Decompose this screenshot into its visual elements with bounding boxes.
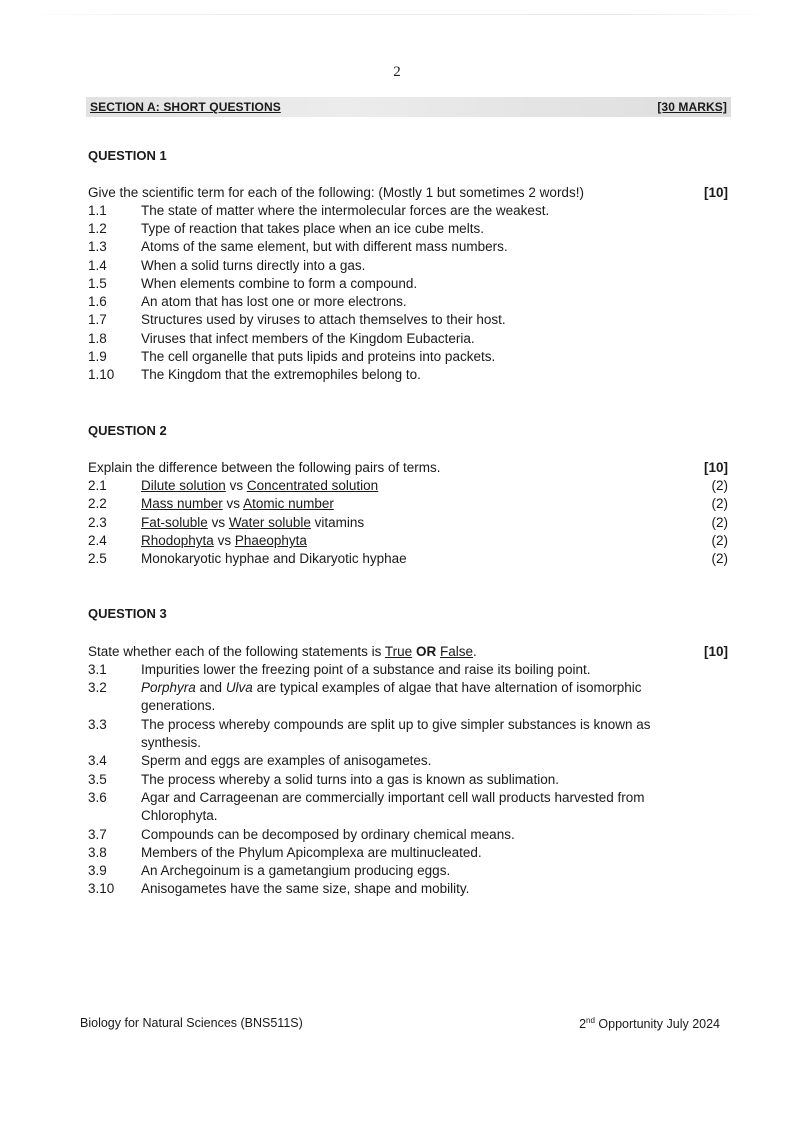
item-number: 3.8 [88,845,107,860]
question-1-item [88,220,728,238]
section-marks: [30 MARKS] [657,100,727,114]
question-1-item [88,330,728,348]
item-number: 1.4 [88,258,107,273]
item-text: When a solid turns directly into a gas. [141,258,366,273]
question-3-instruction-text [88,643,477,661]
item-number: 1.3 [88,239,107,254]
term-a: Fat-soluble [141,515,208,530]
item-number: 3.6 [88,790,107,805]
true-word: True [384,644,413,659]
item-text: Sperm and eggs are examples of anisogametes. [141,753,432,768]
vs-word: vs [217,533,232,548]
item-points: (2) [711,551,728,566]
scan-edge-line [20,14,774,15]
item-text: Anisogametes have the same size, shape and mobility. [141,881,470,896]
question-3-item [88,826,728,844]
opportunity-ordinal: nd [586,1016,595,1025]
question-1-instruction [88,184,728,202]
item-number: 3.5 [88,772,107,787]
item-text: Type of reaction that takes place when an ice cube melts. [141,221,484,236]
question-1-instruction-text: Give the scientific term for each of the following: (Mostly 1 but sometimes 2 words!) [88,185,584,200]
term-a: Mass number [141,496,223,511]
item-number: 3.2 [88,680,107,695]
question-3-item [88,661,728,679]
item-text [141,514,688,532]
question-2-item [88,495,728,513]
item-number: 2.4 [88,533,107,548]
vs-word: vs [226,496,241,511]
item-text: An atom that has lost one or more electrons. [141,294,407,309]
item-points: (2) [711,478,728,493]
item-text: Structures used by viruses to attach themselves to their host. [141,312,506,327]
section-title: SECTION A: SHORT QUESTIONS [90,100,281,114]
item-text: The process whereby a solid turns into a gas is known as sublimation. [141,772,559,787]
item-number: 1.7 [88,312,107,327]
item-number: 3.10 [88,881,115,896]
text-mid: and [195,680,226,695]
item-number: 1.5 [88,276,107,291]
section-header [86,97,731,117]
item-text [141,679,668,715]
footer-course: Biology for Natural Sciences (BNS511S) [80,1016,303,1030]
item-text: Compounds can be decomposed by ordinary chemical means. [141,827,515,842]
question-1-item [88,311,728,329]
italic-genus-2: Ulva [225,680,253,695]
term-b: Water soluble [228,515,311,530]
term-b: Phaeophyta [234,533,307,548]
item-text: Atoms of the same element, but with different mass numbers. [141,239,508,254]
term-tail: vitamins [310,515,365,530]
question-2-item [88,514,728,532]
instruction-pre: State whether each of the following statements is [88,644,385,659]
question-2-instruction [88,459,728,477]
question-1-heading: QUESTION 1 [88,148,167,163]
opportunity-text: Opportunity July 2024 [594,1017,720,1032]
term-b: Concentrated solution [246,478,379,493]
question-1-item [88,275,728,293]
item-text: The cell organelle that puts lipids and proteins into packets. [141,349,496,364]
item-number: 3.3 [88,717,107,732]
question-3-marks: [10] [703,644,728,659]
question-2-instruction-text: Explain the difference between the following pairs of terms. [88,460,441,475]
item-text: When elements combine to form a compound. [141,276,418,291]
instruction-end: . [472,644,477,659]
question-1-item [88,366,728,384]
question-3-item [88,789,668,825]
question-1-item [88,257,728,275]
item-text: Members of the Phylum Apicomplexa are multinucleated. [141,845,482,860]
question-2-item [88,532,728,550]
vs-word: vs [229,478,244,493]
question-3-item [88,880,728,898]
question-2-item [88,477,728,495]
item-number: 2.5 [88,551,107,566]
question-3-item [88,771,728,789]
page-number: 2 [393,64,401,80]
opportunity-number: 2 [579,1017,587,1032]
question-3-item [88,844,728,862]
item-number: 2.2 [88,496,107,511]
question-3-instruction [88,643,728,661]
question-1-item [88,293,728,311]
item-number: 1.8 [88,331,107,346]
question-2-heading: QUESTION 2 [88,423,167,438]
term-a: Rhodophyta [141,533,214,548]
item-points: (2) [711,496,728,511]
question-3-item [88,716,668,752]
item-number: 3.4 [88,753,107,768]
or-word: OR [415,644,437,659]
question-1-item [88,348,728,366]
item-points: (2) [711,515,728,530]
term-a: Dilute solution [141,478,226,493]
item-text: Monokaryotic hyphae and Dikaryotic hyphae [141,551,407,566]
question-3-item [88,752,728,770]
item-number: 1.6 [88,294,107,309]
italic-genus-1: Porphyra [141,680,196,695]
item-text: Viruses that infect members of the Kingdom Eubacteria. [141,331,475,346]
item-text [141,477,688,495]
question-1-item [88,202,728,220]
item-number: 2.1 [88,478,107,493]
item-text: The process whereby compounds are split up to give simpler substances is known as synthesis. [141,717,651,751]
question-3-item [88,679,668,715]
item-number: 2.3 [88,515,107,530]
item-number: 3.1 [88,662,107,677]
question-3-heading: QUESTION 3 [88,606,167,621]
question-1-marks: [10] [703,185,728,200]
vs-word: vs [211,515,226,530]
item-text: The state of matter where the intermolecular forces are the weakest. [141,203,550,218]
footer-opportunity [579,1016,720,1031]
item-number: 1.2 [88,221,107,236]
question-3-item [88,862,728,880]
question-2-item [88,550,728,568]
item-text: Agar and Carrageenan are commercially important cell wall products harvested from Chlorophyta. [141,790,645,824]
item-text: An Archegoinum is a gametangium producing eggs. [141,863,451,878]
question-1-item [88,238,728,256]
item-points: (2) [711,533,728,548]
item-text: Impurities lower the freezing point of a substance and raise its boiling point. [141,662,591,677]
term-b: Atomic number [243,496,334,511]
item-number: 3.9 [88,863,107,878]
false-word: False [439,644,473,659]
item-number: 1.10 [88,367,115,382]
item-text: The Kingdom that the extremophiles belong to. [141,367,421,382]
text-rest: are typical examples of algae that have alternation of isomorphic generations. [141,680,642,714]
item-number: 3.7 [88,827,107,842]
item-text [141,532,688,550]
question-2-marks: [10] [703,460,728,475]
item-number: 1.1 [88,203,107,218]
item-number: 1.9 [88,349,107,364]
item-text [141,495,688,513]
